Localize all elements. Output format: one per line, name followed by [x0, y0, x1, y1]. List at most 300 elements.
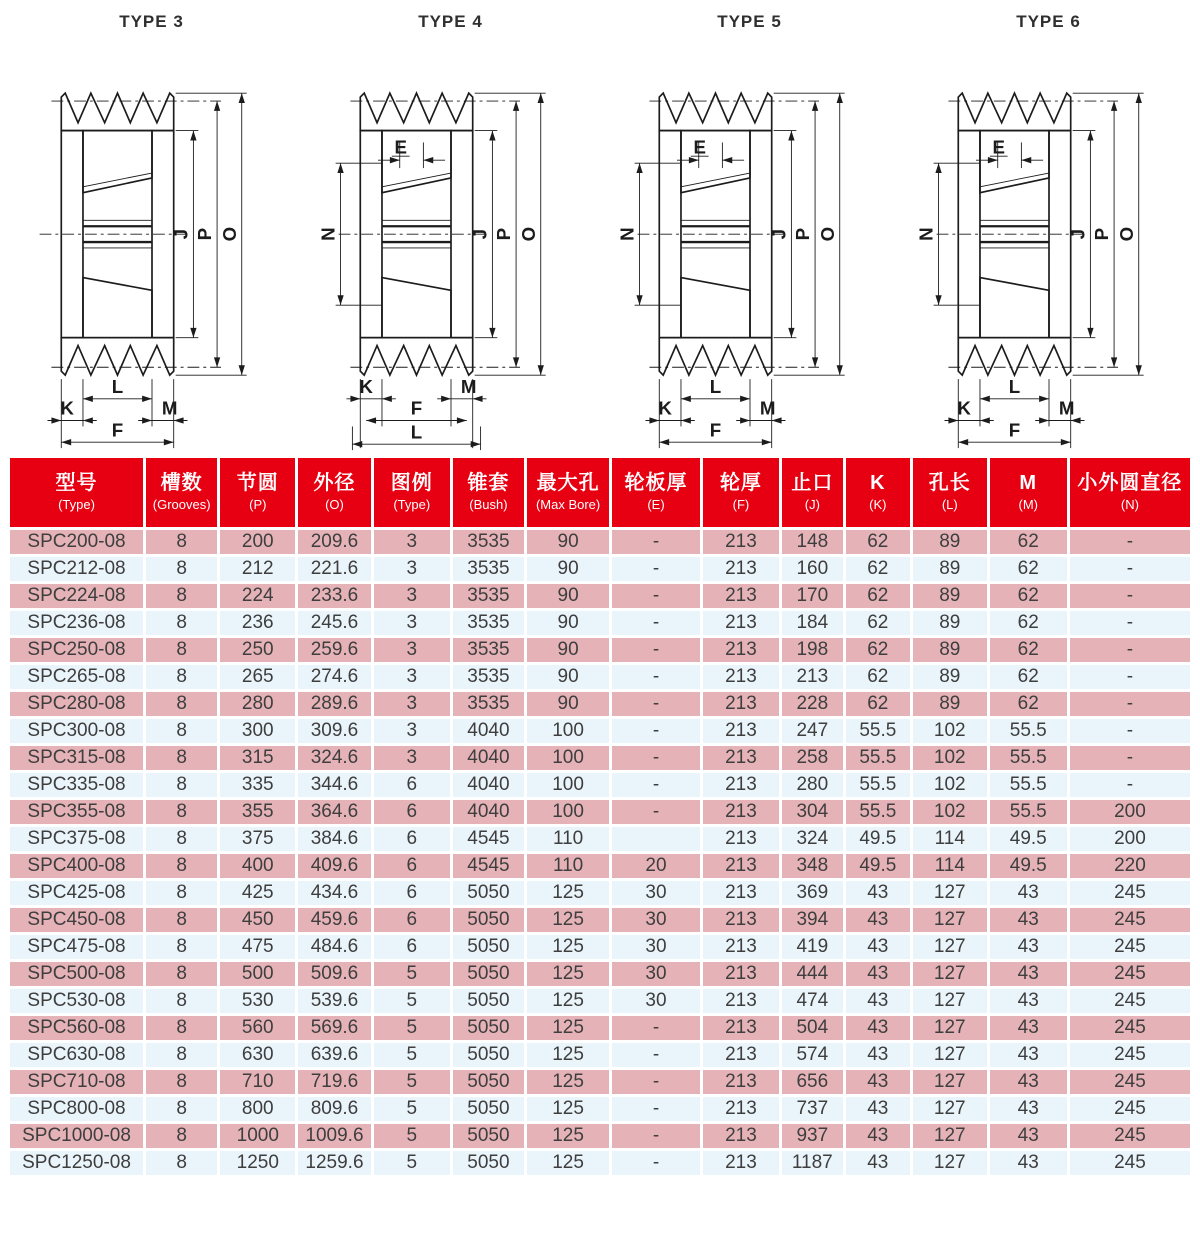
header-label-cn: K	[870, 472, 886, 495]
table-cell: -	[1068, 717, 1190, 744]
table-cell: 125	[526, 1068, 611, 1095]
table-cell: 114	[911, 852, 988, 879]
table-cell: -	[611, 690, 702, 717]
table-cell: 3535	[451, 582, 525, 609]
table-cell: SPC212-08	[10, 555, 145, 582]
header-label-en: (Type)	[393, 497, 431, 513]
table-cell: 43	[988, 1068, 1068, 1095]
table-cell: SPC710-08	[10, 1068, 145, 1095]
table-cell: 3	[372, 555, 451, 582]
dim-label-M: M	[161, 397, 178, 419]
table-cell: 355	[219, 798, 297, 825]
table-cell: 8	[145, 771, 219, 798]
table-cell: 304	[780, 798, 844, 825]
table-cell: 245.6	[297, 609, 373, 636]
table-cell: 3	[372, 582, 451, 609]
table-cell: 394	[780, 906, 844, 933]
table-cell: 89	[911, 663, 988, 690]
header-cell	[780, 458, 844, 528]
table-cell: 43	[844, 1014, 911, 1041]
table-cell: SPC315-08	[10, 744, 145, 771]
pulley-drawing-type4	[301, 0, 600, 456]
dim-label-P: P	[193, 227, 215, 241]
table-cell: 1259.6	[297, 1149, 373, 1176]
table-cell: 43	[844, 1095, 911, 1122]
table-cell: 212	[219, 555, 297, 582]
table-cell: 125	[526, 987, 611, 1014]
header-label-en: (M)	[1018, 497, 1038, 513]
pulley-diagram	[4, 32, 300, 456]
header-label-cn: 轮厚	[719, 472, 762, 495]
table-cell: 89	[911, 555, 988, 582]
table-cell: 800	[219, 1095, 297, 1122]
table-cell: -	[1068, 555, 1190, 582]
table-cell: 55.5	[844, 744, 911, 771]
table-cell: -	[611, 555, 702, 582]
table-cell: 509.6	[297, 960, 373, 987]
table-cell: 8	[145, 1149, 219, 1176]
dim-label-L: L	[111, 375, 123, 397]
table-cell: 102	[911, 744, 988, 771]
table-cell: 719.6	[297, 1068, 373, 1095]
table-cell: 348	[780, 852, 844, 879]
table-cell: 170	[780, 582, 844, 609]
dim-label-N: N	[616, 227, 638, 241]
table-cell: 245	[1068, 1068, 1190, 1095]
table-cell: 300	[219, 717, 297, 744]
table-cell: 434.6	[297, 879, 373, 906]
table-cell: 639.6	[297, 1041, 373, 1068]
table-cell: 8	[145, 528, 219, 555]
header-label-cn: 锥套	[467, 472, 510, 495]
table-cell: 55.5	[844, 771, 911, 798]
header-label-en: (Bush)	[469, 497, 508, 513]
spec-table-wrap	[10, 458, 1190, 1178]
table-cell: 114	[911, 825, 988, 852]
table-cell: 213	[701, 879, 780, 906]
table-cell: -	[611, 1041, 702, 1068]
table-cell: 274.6	[297, 663, 373, 690]
dim-label-J: J	[468, 228, 490, 240]
table-cell: 43	[988, 960, 1068, 987]
table-cell: 8	[145, 609, 219, 636]
table-cell: -	[611, 798, 702, 825]
table-cell: 5050	[451, 1068, 525, 1095]
header-cell	[701, 458, 780, 528]
table-cell: 5	[372, 987, 451, 1014]
table-cell: 3	[372, 744, 451, 771]
dim-label-K: K	[59, 397, 74, 419]
pulley-diagram	[303, 32, 599, 456]
header-cell	[988, 458, 1068, 528]
table-cell: 43	[988, 906, 1068, 933]
table-cell: 8	[145, 717, 219, 744]
table-cell: 89	[911, 636, 988, 663]
dim-label-O: O	[816, 226, 838, 242]
table-cell: 62	[844, 690, 911, 717]
table-cell: 444	[780, 960, 844, 987]
table-cell: SPC265-08	[10, 663, 145, 690]
table-cell: 213	[701, 1068, 780, 1095]
table-cell: -	[611, 636, 702, 663]
table-cell: 62	[988, 555, 1068, 582]
table-cell: 8	[145, 690, 219, 717]
header-label-cn: 节圆	[236, 472, 279, 495]
table-cell: SPC224-08	[10, 582, 145, 609]
dim-label-F: F	[709, 419, 721, 441]
table-cell: 213	[780, 663, 844, 690]
dim-label-K: K	[358, 375, 373, 397]
table-cell: 213	[701, 690, 780, 717]
table-cell: 213	[701, 744, 780, 771]
table-cell: 110	[526, 825, 611, 852]
table-cell: 8	[145, 636, 219, 663]
table-cell: 504	[780, 1014, 844, 1041]
table-cell: -	[611, 528, 702, 555]
table-cell: 5050	[451, 1095, 525, 1122]
dim-label-L: L	[410, 421, 422, 443]
header-label-en: (N)	[1120, 497, 1139, 513]
table-cell: -	[611, 771, 702, 798]
table-row	[10, 1041, 1190, 1068]
header-label-cn: 止口	[791, 472, 834, 495]
table-cell: 102	[911, 798, 988, 825]
table-cell: 8	[145, 906, 219, 933]
table-cell: 4040	[451, 798, 525, 825]
table-row	[10, 933, 1190, 960]
header-label-cn: 轮板厚	[624, 472, 688, 495]
table-cell: 160	[780, 555, 844, 582]
table-cell: 213	[701, 987, 780, 1014]
table-cell: 5	[372, 1014, 451, 1041]
header-label-en: (Max Bore)	[535, 497, 601, 513]
table-cell: 4545	[451, 825, 525, 852]
table-cell: SPC800-08	[10, 1095, 145, 1122]
table-cell: 43	[988, 987, 1068, 1014]
dim-label-F: F	[410, 397, 422, 419]
drawing-title: TYPE 4	[418, 12, 483, 31]
table-cell: 450	[219, 906, 297, 933]
table-cell: 937	[780, 1122, 844, 1149]
table-cell: 102	[911, 771, 988, 798]
table-cell: 213	[701, 1149, 780, 1176]
table-cell: 315	[219, 744, 297, 771]
header-cell	[526, 458, 611, 528]
table-cell: 4040	[451, 771, 525, 798]
header-label-cn: 孔长	[928, 472, 971, 495]
table-cell: 100	[526, 717, 611, 744]
table-cell: 233.6	[297, 582, 373, 609]
table-cell: 574	[780, 1041, 844, 1068]
table-cell: 125	[526, 1041, 611, 1068]
table-cell: 344.6	[297, 771, 373, 798]
table-cell: 213	[701, 528, 780, 555]
table-cell: 213	[701, 1014, 780, 1041]
table-cell: 1000	[219, 1122, 297, 1149]
dim-label-J: J	[1066, 228, 1088, 240]
table-cell: 324	[780, 825, 844, 852]
drawing-title: TYPE 5	[717, 12, 782, 31]
table-row	[10, 528, 1190, 555]
table-cell: 8	[145, 744, 219, 771]
table-cell: 200	[219, 528, 297, 555]
table-cell: 55.5	[988, 744, 1068, 771]
table-cell: 245	[1068, 1095, 1190, 1122]
table-row	[10, 1149, 1190, 1176]
header-label-en: (E)	[647, 497, 665, 513]
table-cell: 43	[844, 960, 911, 987]
table-row	[10, 798, 1190, 825]
table-cell: 213	[701, 663, 780, 690]
table-cell: 1250	[219, 1149, 297, 1176]
table-cell: -	[1068, 609, 1190, 636]
table-cell: 43	[988, 1095, 1068, 1122]
table-row	[10, 636, 1190, 663]
table-cell: 737	[780, 1095, 844, 1122]
dim-label-M: M	[460, 375, 477, 397]
table-cell: 8	[145, 852, 219, 879]
table-row	[10, 690, 1190, 717]
table-cell: 3	[372, 528, 451, 555]
header-label-cn: M	[1019, 472, 1038, 495]
dim-label-O: O	[218, 226, 240, 242]
table-cell: 3	[372, 690, 451, 717]
dim-label-E: E	[393, 136, 407, 158]
table-cell: SPC530-08	[10, 987, 145, 1014]
table-row	[10, 987, 1190, 1014]
table-cell: 8	[145, 1041, 219, 1068]
table-cell: 8	[145, 825, 219, 852]
table-cell: 125	[526, 879, 611, 906]
header-cell	[10, 458, 145, 528]
table-cell: 62	[844, 609, 911, 636]
dim-label-P: P	[492, 227, 514, 241]
table-cell: 8	[145, 1095, 219, 1122]
table-row	[10, 555, 1190, 582]
header-label-en: (P)	[249, 497, 267, 513]
header-label-cn: 图例	[390, 472, 433, 495]
table-cell: 530	[219, 987, 297, 1014]
table-cell: 125	[526, 933, 611, 960]
table-cell: 62	[844, 528, 911, 555]
header-cell	[219, 458, 297, 528]
table-cell: 127	[911, 1014, 988, 1041]
header-row	[10, 458, 1190, 528]
table-cell: 8	[145, 987, 219, 1014]
table-cell: 125	[526, 1149, 611, 1176]
table-cell: 630	[219, 1041, 297, 1068]
table-cell: 3	[372, 663, 451, 690]
dim-label-N: N	[915, 227, 937, 241]
table-cell: 6	[372, 825, 451, 852]
table-row	[10, 609, 1190, 636]
header-label-cn: 槽数	[160, 472, 203, 495]
table-cell: 125	[526, 906, 611, 933]
table-cell	[611, 825, 702, 852]
table-cell: 500	[219, 960, 297, 987]
table-cell: 6	[372, 852, 451, 879]
table-cell: 335	[219, 771, 297, 798]
table-cell: 30	[611, 879, 702, 906]
table-cell: 125	[526, 1014, 611, 1041]
header-label-en: (O)	[325, 497, 344, 513]
table-cell: 43	[988, 933, 1068, 960]
table-cell: 250	[219, 636, 297, 663]
table-cell: 90	[526, 555, 611, 582]
table-cell: -	[611, 582, 702, 609]
table-cell: 5	[372, 1122, 451, 1149]
table-cell: -	[611, 663, 702, 690]
table-cell: 419	[780, 933, 844, 960]
table-cell: 5050	[451, 906, 525, 933]
table-cell: 364.6	[297, 798, 373, 825]
table-cell: SPC1250-08	[10, 1149, 145, 1176]
table-cell: -	[1068, 663, 1190, 690]
dim-label-J: J	[169, 228, 191, 240]
table-cell: 43	[844, 987, 911, 1014]
table-cell: SPC355-08	[10, 798, 145, 825]
table-cell: 8	[145, 798, 219, 825]
table-cell: 62	[844, 582, 911, 609]
table-cell: 5050	[451, 879, 525, 906]
table-cell: 90	[526, 690, 611, 717]
table-cell: 125	[526, 960, 611, 987]
table-cell: 3535	[451, 609, 525, 636]
table-cell: 49.5	[844, 825, 911, 852]
table-cell: 127	[911, 1068, 988, 1095]
table-cell: 127	[911, 960, 988, 987]
drawing-title: TYPE 3	[119, 12, 184, 31]
table-cell: 90	[526, 636, 611, 663]
table-cell: 148	[780, 528, 844, 555]
table-cell: 127	[911, 987, 988, 1014]
table-cell: 62	[988, 690, 1068, 717]
table-row	[10, 825, 1190, 852]
table-row	[10, 663, 1190, 690]
header-cell	[611, 458, 702, 528]
table-cell: SPC280-08	[10, 690, 145, 717]
table-cell: 30	[611, 906, 702, 933]
table-cell: 200	[1068, 825, 1190, 852]
table-cell: 259.6	[297, 636, 373, 663]
table-cell: SPC250-08	[10, 636, 145, 663]
table-cell: 62	[988, 663, 1068, 690]
table-cell: 245	[1068, 1122, 1190, 1149]
table-cell: 245	[1068, 933, 1190, 960]
table-cell: 90	[526, 528, 611, 555]
table-cell: 245	[1068, 879, 1190, 906]
table-cell: 3535	[451, 690, 525, 717]
table-cell: 125	[526, 1122, 611, 1149]
table-cell: 5	[372, 960, 451, 987]
table-cell: SPC425-08	[10, 879, 145, 906]
table-cell: -	[611, 1068, 702, 1095]
header-cell	[451, 458, 525, 528]
table-cell: 1009.6	[297, 1122, 373, 1149]
table-row	[10, 852, 1190, 879]
dim-label-O: O	[1115, 226, 1137, 242]
table-cell: 409.6	[297, 852, 373, 879]
table-cell: 213	[701, 609, 780, 636]
table-cell: 245	[1068, 987, 1190, 1014]
table-cell: 280	[219, 690, 297, 717]
table-cell: 43	[844, 1068, 911, 1095]
header-label-cn: 小外圆直径	[1077, 472, 1183, 495]
table-cell: 5	[372, 1149, 451, 1176]
table-cell: 425	[219, 879, 297, 906]
header-cell	[1068, 458, 1190, 528]
table-cell: 220	[1068, 852, 1190, 879]
table-cell: 55.5	[988, 717, 1068, 744]
table-cell: 90	[526, 609, 611, 636]
table-cell: -	[611, 1095, 702, 1122]
table-cell: 43	[988, 1122, 1068, 1149]
table-row	[10, 771, 1190, 798]
dim-label-M: M	[759, 397, 776, 419]
table-cell: 8	[145, 960, 219, 987]
table-cell: 49.5	[988, 852, 1068, 879]
table-cell: 5050	[451, 1149, 525, 1176]
table-cell: 43	[988, 1014, 1068, 1041]
table-cell: 258	[780, 744, 844, 771]
table-cell: 3	[372, 609, 451, 636]
table-cell: 569.6	[297, 1014, 373, 1041]
table-cell: 289.6	[297, 690, 373, 717]
table-cell: 90	[526, 663, 611, 690]
table-cell: 5	[372, 1068, 451, 1095]
table-cell: 213	[701, 1041, 780, 1068]
dim-label-E: E	[991, 136, 1005, 158]
table-cell: 539.6	[297, 987, 373, 1014]
table-cell: 5	[372, 1041, 451, 1068]
table-cell: 6	[372, 933, 451, 960]
dim-label-N: N	[317, 227, 339, 241]
table-cell: 127	[911, 1122, 988, 1149]
table-cell: -	[1068, 771, 1190, 798]
table-cell: 6	[372, 879, 451, 906]
table-cell: -	[611, 1014, 702, 1041]
table-cell: 184	[780, 609, 844, 636]
drawing-title: TYPE 6	[1016, 12, 1081, 31]
header-label-en: (Type)	[58, 497, 95, 513]
table-cell: 127	[911, 1149, 988, 1176]
header-cell	[372, 458, 451, 528]
table-cell: 484.6	[297, 933, 373, 960]
table-row	[10, 582, 1190, 609]
table-cell: 127	[911, 906, 988, 933]
table-cell: 459.6	[297, 906, 373, 933]
table-cell: 6	[372, 798, 451, 825]
table-cell: 100	[526, 771, 611, 798]
table-cell: 62	[988, 528, 1068, 555]
table-cell: 127	[911, 1095, 988, 1122]
table-cell: 62	[988, 636, 1068, 663]
table-cell: 30	[611, 987, 702, 1014]
table-cell: 5	[372, 1095, 451, 1122]
table-cell: 89	[911, 528, 988, 555]
table-cell: 4040	[451, 717, 525, 744]
table-cell: 89	[911, 690, 988, 717]
table-cell: 8	[145, 663, 219, 690]
table-cell: 209.6	[297, 528, 373, 555]
table-cell: 474	[780, 987, 844, 1014]
table-cell: 4545	[451, 852, 525, 879]
table-cell: 30	[611, 960, 702, 987]
table-cell: 656	[780, 1068, 844, 1095]
table-cell: 280	[780, 771, 844, 798]
table-cell: SPC500-08	[10, 960, 145, 987]
table-cell: 5050	[451, 987, 525, 1014]
